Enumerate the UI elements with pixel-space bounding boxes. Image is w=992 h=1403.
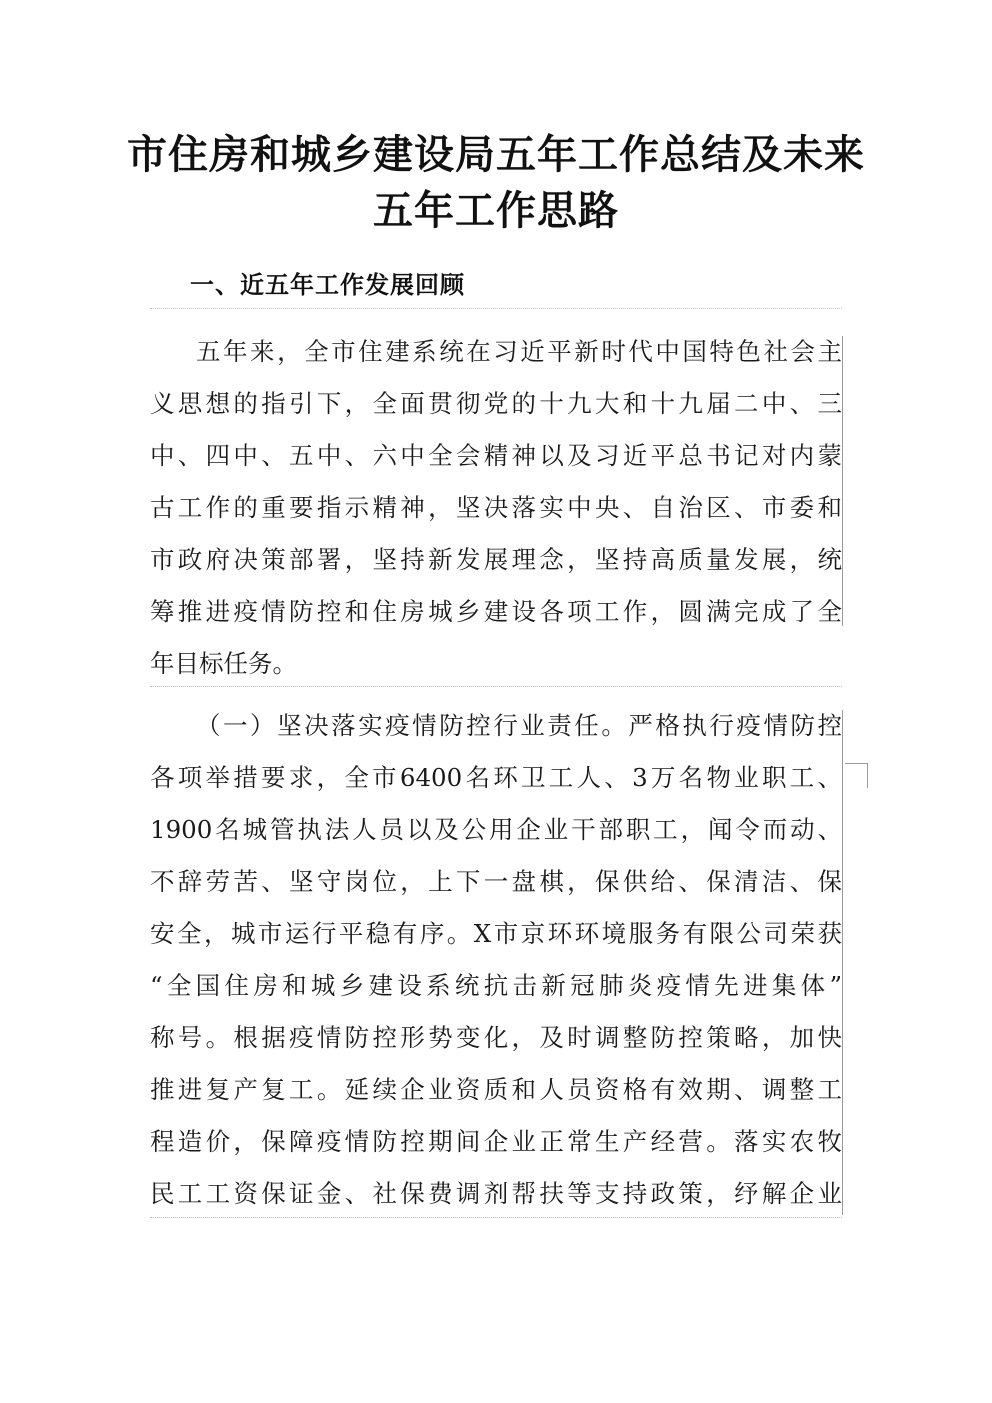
document-title-line-2: 五年工作思路 bbox=[373, 187, 619, 234]
paragraph-1 bbox=[150, 326, 842, 690]
layout-guide-line bbox=[150, 686, 842, 687]
layout-guide-line bbox=[842, 710, 843, 1215]
document-title-line-1: 市住房和城乡建设局五年工作总结及未来 bbox=[127, 131, 865, 178]
paragraph-line: 安全，城市运行平稳有序。X市京环环境服务有限公司荣获 bbox=[150, 919, 842, 948]
paragraph-line: 五年来，全市住建系统在习近平新时代中国特色社会主 bbox=[196, 337, 842, 366]
layout-guide-line bbox=[842, 336, 843, 626]
paragraph-line: “全国住房和城乡建设系统抗击新冠肺炎疫情先进集体” bbox=[150, 971, 842, 1000]
paragraph-line: 各项举措要求，全市6400名环卫工人、3万名物业职工、 bbox=[150, 763, 842, 792]
paragraph-line: 市政府决策部署，坚持新发展理念，坚持高质量发展，统 bbox=[150, 545, 842, 574]
layout-guide-line bbox=[150, 308, 842, 309]
paragraph-2 bbox=[150, 700, 842, 1220]
paragraph-line: 推进复产复工。延续企业资质和人员资格有效期、调整工 bbox=[150, 1075, 842, 1104]
paragraph-line: 古工作的重要指示精神，坚决落实中央、自治区、市委和 bbox=[150, 493, 842, 522]
paragraph-line: 义思想的指引下，全面贯彻党的十九大和十九届二中、三 bbox=[150, 389, 842, 418]
paragraph-line: （一）坚决落实疫情防控行业责任。严格执行疫情防控 bbox=[196, 711, 842, 740]
paragraph-line: 年目标任务。 bbox=[150, 649, 297, 678]
paragraph-line: 不辞劳苦、坚守岗位，上下一盘棋，保供给、保清洁、保 bbox=[150, 867, 842, 896]
section-heading: 一、近五年工作发展回顾 bbox=[190, 270, 465, 299]
layout-guide-corner bbox=[845, 763, 868, 788]
paragraph-line: 程造价，保障疫情防控期间企业正常生产经营。落实农牧 bbox=[150, 1127, 842, 1156]
paragraph-line: 称号。根据疫情防控形势变化，及时调整防控策略，加快 bbox=[150, 1023, 842, 1052]
paragraph-line: 1900名城管执法人员以及公用企业干部职工，闻令而动、 bbox=[150, 815, 842, 844]
paragraph-line: 中、四中、五中、六中全会精神以及习近平总书记对内蒙 bbox=[150, 441, 842, 470]
paragraph-line: 民工工资保证金、社保费调剂帮扶等支持政策，纾解企业 bbox=[150, 1179, 842, 1208]
layout-guide-line bbox=[150, 1217, 842, 1218]
paragraph-line: 筹推进疫情防控和住房城乡建设各项工作，圆满完成了全 bbox=[150, 597, 842, 626]
